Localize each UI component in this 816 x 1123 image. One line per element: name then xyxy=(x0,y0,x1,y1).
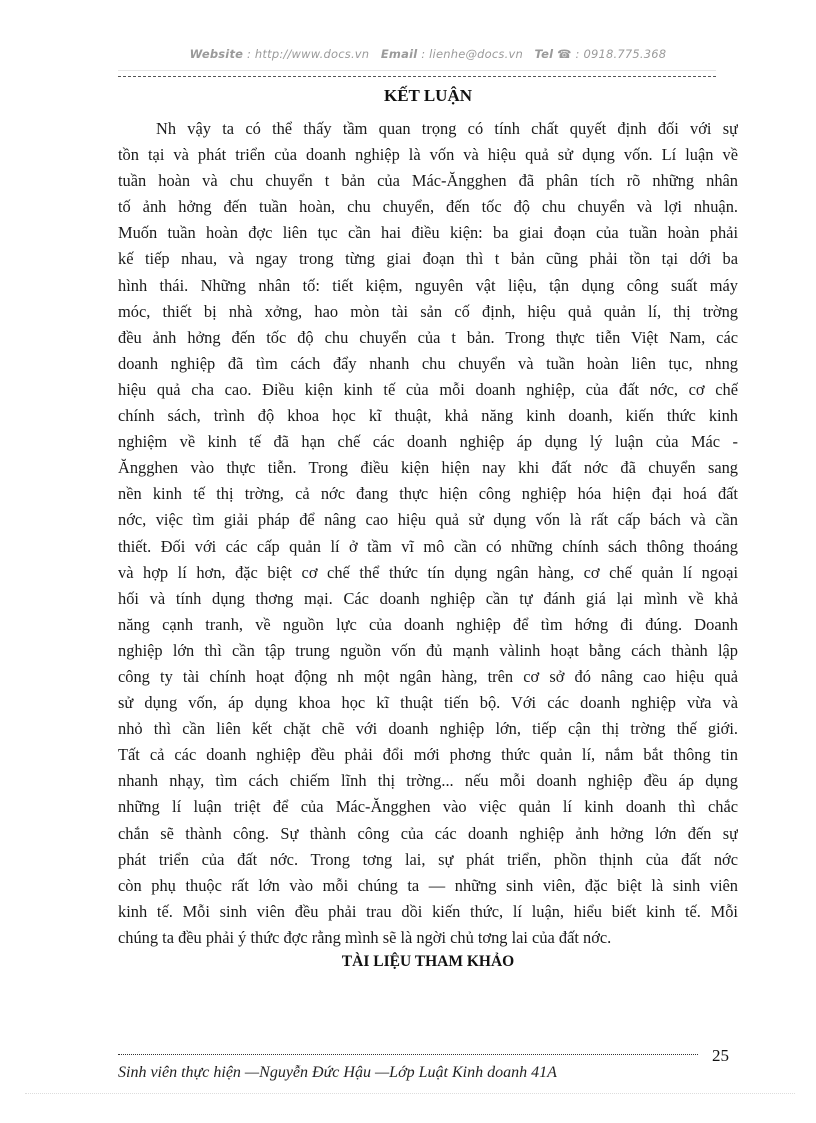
paragraph-line: kế tiếp nhau, và ngay trong từng giai đoạn thì t bản cũng phải tồn tại dới ba xyxy=(118,249,738,269)
paragraph-line: nhanh nhạy, tìm cách chiếm lĩnh thị trờng... nếu mỗi doanh nghiệp đều áp dụng xyxy=(118,771,738,791)
paragraph-line: Nh vậy ta có thể thấy tầm quan trọng có tính chất quyết định đối với sự xyxy=(156,119,738,138)
conclusion-paragraph xyxy=(118,116,738,951)
website-value: : http://www.docs.vn xyxy=(247,47,370,61)
header-dashed-rule xyxy=(118,76,716,77)
paragraph-line: tuần hoàn và chu chuyển t bản của Mác-Ăngghen đã phân tích rõ những nhân xyxy=(118,171,738,191)
paragraph-line: đều ảnh hởng đến tốc độ chu chuyển của t bản. Trong thực tiễn Việt Nam, các xyxy=(118,327,738,347)
paragraph-line: nhỏ thì cần liên kết chặt chẽ với doanh nghiệp lớn, tiếp cận thị trờng thế giới. xyxy=(118,719,738,739)
page-title: KẾT LUẬN xyxy=(383,86,472,105)
paragraph-line: móc, thiết bị nhà xởng, hao mòn tài sản cố định, hiệu quả quản lí, thị trờng xyxy=(118,301,738,321)
paragraph-line: Tất cả các doanh nghiệp đều phải đổi mới phơng thức quản lí, nắm bắt thông tin xyxy=(118,745,738,765)
header-rule xyxy=(118,70,716,71)
paragraph-line: sử dụng vốn, áp dụng khoa học kĩ thuật tiến bộ. Với các doanh nghiệp vừa và xyxy=(118,693,738,713)
tel-value: : 0918.775.368 xyxy=(575,47,667,61)
paragraph-line: những lí luận triệt để của Mác-Ăngghen vào việc quản lí kinh doanh thì chắc xyxy=(118,797,738,817)
page-bottom-rule xyxy=(25,1093,795,1094)
page-header xyxy=(118,47,738,61)
paragraph-line: phát triển của đất nớc. Trong tơng lai, sự phát triển, phồn thịnh của đất nớc xyxy=(118,849,738,869)
paragraph-line: chính sách, trình độ khoa học kĩ thuật, khả năng kinh doanh, kiến thức kinh xyxy=(118,406,738,426)
paragraph-line: chúng ta đều phải ý thức đợc rằng mình sẽ là ngời chủ tơng lai của đất nớc. xyxy=(118,927,612,947)
footer-author-line: Sinh viên thực hiện —Nguyễn Đức Hậu —Lớp Luật Kinh doanh 41A xyxy=(118,1064,557,1081)
tel-label: Tel xyxy=(534,47,554,61)
paragraph-line: tố ảnh hởng đến tuần hoàn, chu chuyển, đến tốc độ chu chuyển và lợi nhuận. xyxy=(118,197,738,217)
email-label: Email xyxy=(380,47,418,61)
page-number: 25 xyxy=(712,1046,729,1065)
footer-dotted-rule xyxy=(118,1054,698,1055)
paragraph-line: nghiệp lớn thì cần tập trung nguồn vốn đủ mạnh vàlinh hoạt bằng cách thành lập xyxy=(118,640,738,660)
paragraph-line: hối và tính dụng thơng mại. Các doanh nghiệp cần tự đánh giá lại mình về khả xyxy=(118,588,738,608)
paragraph-line: còn phụ thuộc rất lớn vào mỗi chúng ta — những sinh viên, đặc biệt là sinh viên xyxy=(118,875,738,895)
paragraph-line: nền kinh tế thị trờng, cả nớc đang thực hiện công nghiệp hóa hiện đại hoá đất xyxy=(118,484,738,504)
paragraph-line: Muốn tuần hoàn đợc liên tục cần hai điều kiện: ba giai đoạn của tuần hoàn phải xyxy=(118,223,738,243)
paragraph-line: nớc, việc tìm giải pháp để nâng cao hiệu quả sử dụng vốn là rất cấp bách và cần xyxy=(118,510,738,530)
references-title: TÀI LIỆU THAM KHẢO xyxy=(341,953,515,970)
paragraph-line: chắn sẽ thành công. Sự thành công của các doanh nghiệp ảnh hởng lớn đến sự xyxy=(118,823,738,843)
phone-icon: ☎ xyxy=(557,47,572,61)
paragraph-line: công ty tài chính hoạt động nh một ngân hàng, trên cơ sở đó nâng cao hiệu quả xyxy=(118,666,738,686)
website-label: Website xyxy=(189,47,244,61)
paragraph-line: và hợp lí hơn, đặc biệt cơ chế thể thức tín dụng ngân hàng, cơ chế quản lí ngoại xyxy=(118,562,738,582)
paragraph-line: nghiệm về kinh tế đã hạn chế các doanh nghiệp áp dụng lý luận của Mác - xyxy=(118,432,738,452)
paragraph-line: Ăngghen vào thực tiễn. Trong điều kiện hiện nay khi đất nớc đã chuyển sang xyxy=(118,458,738,478)
paragraph-line: hình thái. Những nhân tố: tiết kiệm, nguyên vật liệu, tận dụng công suất máy xyxy=(118,275,738,295)
paragraph-line: năng cạnh tranh, về nguồn lực của doanh nghiệp để tìm hớng đi đúng. Doanh xyxy=(118,614,738,634)
paragraph-line: tồn tại và phát triển của doanh nghiệp là vốn và hiệu quả sử dụng vốn. Lí luận về xyxy=(118,145,738,165)
paragraph-line: hiệu quả cha cao. Điều kiện kinh tế của mỗi doanh nghiệp, của đất nớc, cơ chế xyxy=(118,379,738,399)
paragraph-line: kinh tế. Mỗi sinh viên đều phải trau dồi kiến thức, lí luận, hiểu biết kinh tế. Mỗi xyxy=(118,901,738,921)
paragraph-line: thiết. Đối với các cấp quản lí ở tầm vĩ mô cần có những chính sách thông thoáng xyxy=(118,536,738,556)
paragraph-line: doanh nghiệp đã tìm cách đẩy nhanh chu chuyển và tuần hoàn liên tục, nhng xyxy=(118,353,738,373)
email-value: : lienhe@docs.vn xyxy=(421,47,523,61)
